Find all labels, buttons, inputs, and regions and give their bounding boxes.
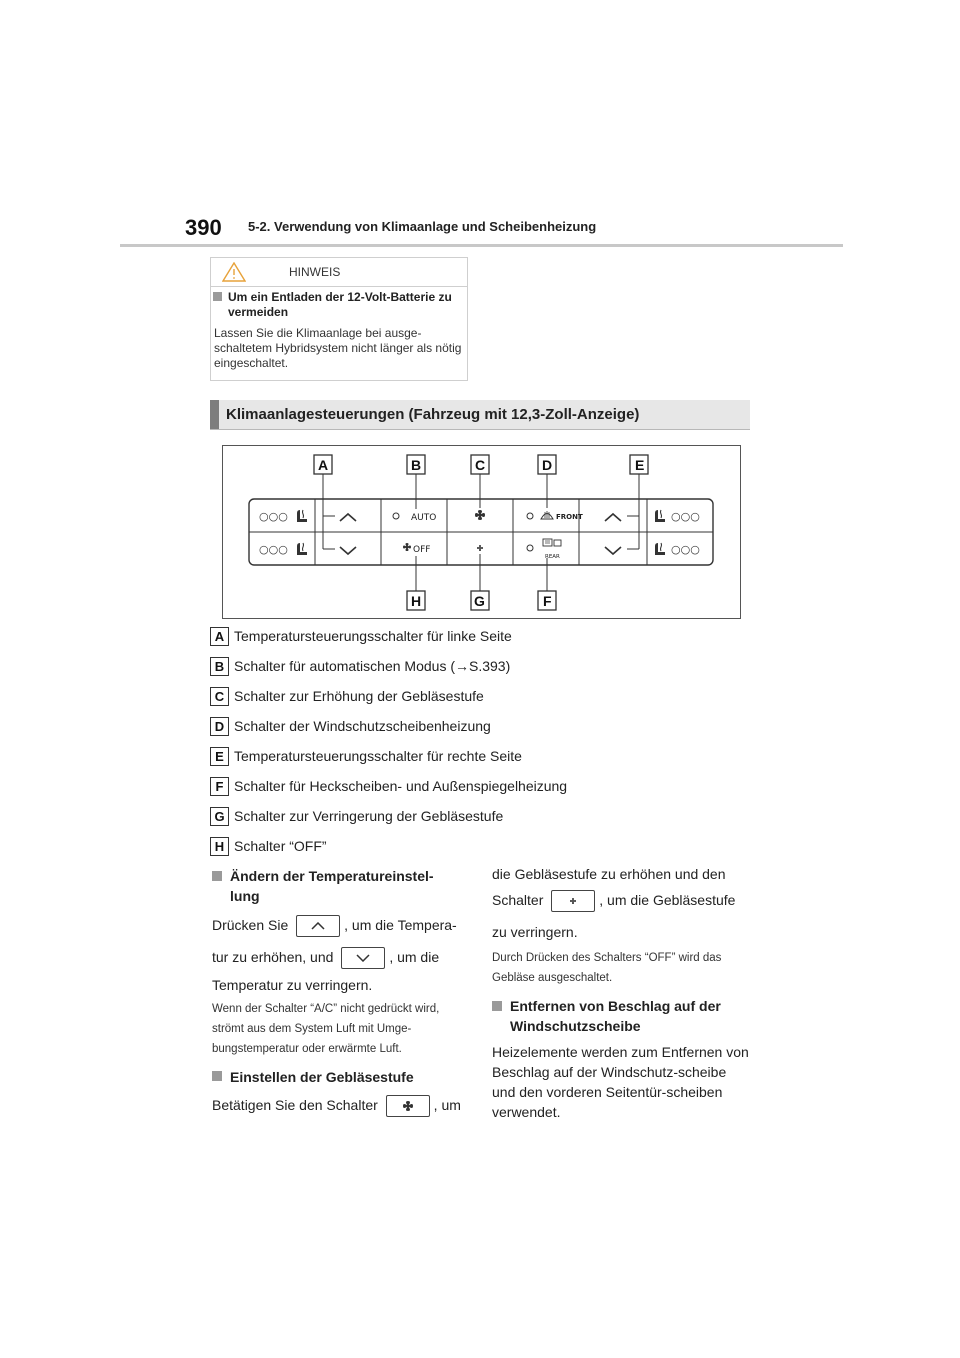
- fan-icon: [403, 1101, 413, 1111]
- legend-letter: C: [210, 687, 229, 706]
- legend-letter: G: [210, 807, 229, 826]
- legend-letter: D: [210, 717, 229, 736]
- fan-down-button-inline: [551, 890, 595, 912]
- chevron-down-icon: [356, 954, 370, 962]
- temp-down-button-inline: [341, 947, 385, 969]
- note-text: Durch Drücken des Schalters “OFF” wird das Gebläse ausgeschaltet.: [492, 952, 722, 984]
- legend-text: Schalter “OFF”: [234, 838, 327, 854]
- text-span: Schalter: [492, 892, 544, 908]
- heading-fan-speed: [212, 1067, 474, 1087]
- text-span: Betätigen Sie den Schalter: [212, 1097, 378, 1113]
- text-span: Drücken Sie: [212, 917, 289, 933]
- right-seat-heat-level-dots: ○○○: [671, 510, 700, 523]
- paragraph-line: die Gebläsestufe zu erhöhen und den: [492, 866, 726, 882]
- legend-text: Schalter zur Verringerung der Gebläsestufe: [234, 808, 504, 824]
- page-number: 390: [185, 215, 222, 240]
- legend-letter: B: [210, 657, 229, 676]
- legend-letter: A: [210, 627, 229, 646]
- bullet-square-icon: [492, 1001, 502, 1011]
- callout-a: A: [318, 457, 329, 473]
- legend-text: Schalter für Heckscheiben- und Außenspiegelheizung: [234, 778, 568, 794]
- notice-body: Lassen Sie die Klimaanlage bei ausge-schaltetem Hybridsystem nicht länger als nötig eingeschaltet.: [214, 326, 462, 370]
- left-seat-heat-level-dots: ○○○: [259, 510, 288, 523]
- off-button-label: OFF: [413, 545, 431, 555]
- section-title: Klimaanlagesteuerungen (Fahrzeug mit 12,3-Zoll-Anzeige): [226, 406, 640, 423]
- text-span: , um die Gebläsestufe: [599, 892, 736, 908]
- heading-temperature: [212, 866, 474, 906]
- climate-panel-diagram: [223, 446, 740, 618]
- notice-subheading: Um ein Entladen der 12-Volt-Batterie zu vermeiden: [228, 290, 452, 319]
- notice-header: [211, 258, 467, 287]
- paragraph-text: Heizelemente werden zum Entfernen von Beschlag auf der Windschutz-scheibe und den vorderen Seitentür-scheiben verwendet.: [492, 1044, 749, 1120]
- legend-text: Temperatursteuerungsschalter für rechte Seite: [234, 748, 522, 764]
- callout-h: H: [411, 593, 422, 609]
- heading-temperature-text: Ändern der Temperatureinstel-lung: [230, 868, 434, 904]
- legend-text: Schalter der Windschutzscheibenheizung: [234, 718, 491, 734]
- text-span: , um: [433, 1097, 461, 1113]
- fan-small-icon: [570, 898, 576, 904]
- callout-c: C: [475, 457, 486, 473]
- text-span: , um die: [389, 949, 440, 965]
- callout-g: G: [474, 593, 485, 609]
- legend-text: Temperatursteuerungsschalter für linke Seite: [234, 628, 512, 644]
- callout-f: F: [543, 593, 552, 609]
- heading-defog: [492, 996, 752, 1036]
- chapter-title: 5-2. Verwendung von Klimaanlage und Scheibenheizung: [248, 219, 597, 234]
- text-span: , um die Tempera-: [344, 917, 457, 933]
- paragraph-line: [212, 1095, 474, 1121]
- warning-icon: [222, 262, 246, 282]
- paragraph-line: [212, 915, 474, 941]
- paragraph-line: Temperatur zu verringern.: [212, 977, 373, 993]
- legend-text: Schalter zur Erhöhung der Gebläsestufe: [234, 688, 484, 704]
- paragraph-line: [212, 947, 474, 973]
- temp-up-button-inline: [296, 915, 340, 937]
- legend-letter: F: [210, 777, 229, 796]
- front-button-label: FRONT: [556, 513, 583, 521]
- heading-defog-text: Entfernen von Beschlag auf der Windschutzscheibe: [510, 998, 721, 1034]
- legend-letter: E: [210, 747, 229, 766]
- heading-fan-speed-text: Einstellen der Gebläsestufe: [230, 1069, 414, 1085]
- rear-button-label: REAR: [545, 554, 560, 560]
- left-seat-vent-level-dots: ○○○: [259, 543, 288, 556]
- auto-button-label: AUTO: [411, 513, 437, 523]
- paragraph-line: [492, 890, 752, 916]
- right-seat-vent-level-dots: ○○○: [671, 543, 700, 556]
- bullet-square-icon: [212, 1071, 222, 1081]
- fan-up-button-inline: [386, 1095, 430, 1117]
- paragraph-line: zu verringern.: [492, 924, 578, 940]
- note-text: Wenn der Schalter “A/C” nicht gedrückt wird, strömt aus dem System Luft mit Umge-bungstemperatur oder erwärmte Luft.: [212, 1003, 440, 1055]
- right-column: [492, 864, 752, 1122]
- left-column: [212, 866, 474, 1121]
- section-accent: [210, 400, 219, 429]
- callout-e: E: [635, 457, 645, 473]
- climate-control-figure: [222, 445, 741, 619]
- callout-d: D: [542, 457, 553, 473]
- header-divider: [120, 244, 843, 247]
- text-span: tur zu erhöhen, und: [212, 949, 334, 965]
- callout-b: B: [411, 457, 422, 473]
- bullet-square-icon: [212, 871, 222, 881]
- legend-text: Schalter für automatischen Modus (→S.393): [234, 658, 511, 674]
- notice-title: HINWEIS: [289, 265, 341, 279]
- section-header: [210, 400, 750, 430]
- notice-bullet-icon: [213, 292, 222, 301]
- legend-letter: H: [210, 837, 229, 856]
- chevron-up-icon: [311, 922, 325, 930]
